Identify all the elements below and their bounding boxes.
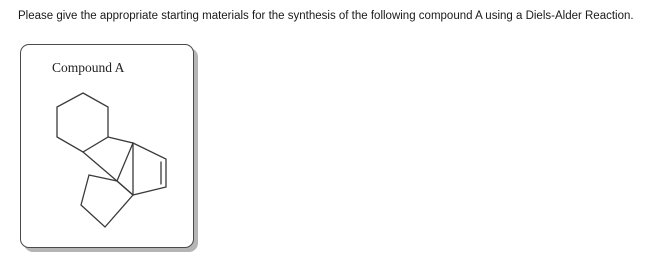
compound-structure	[21, 45, 193, 247]
cyclopentane-ring	[81, 175, 133, 227]
bridge-bond-top	[108, 137, 133, 143]
cross-bond	[117, 181, 133, 195]
question-text: Please give the appropriate starting materials for the synthesis of the following compound A using a Diels-Alder Reaction.	[18, 10, 634, 22]
compound-card	[20, 44, 194, 248]
cyclohexane-ring	[57, 93, 108, 152]
compound-title: Compound A	[52, 60, 125, 75]
